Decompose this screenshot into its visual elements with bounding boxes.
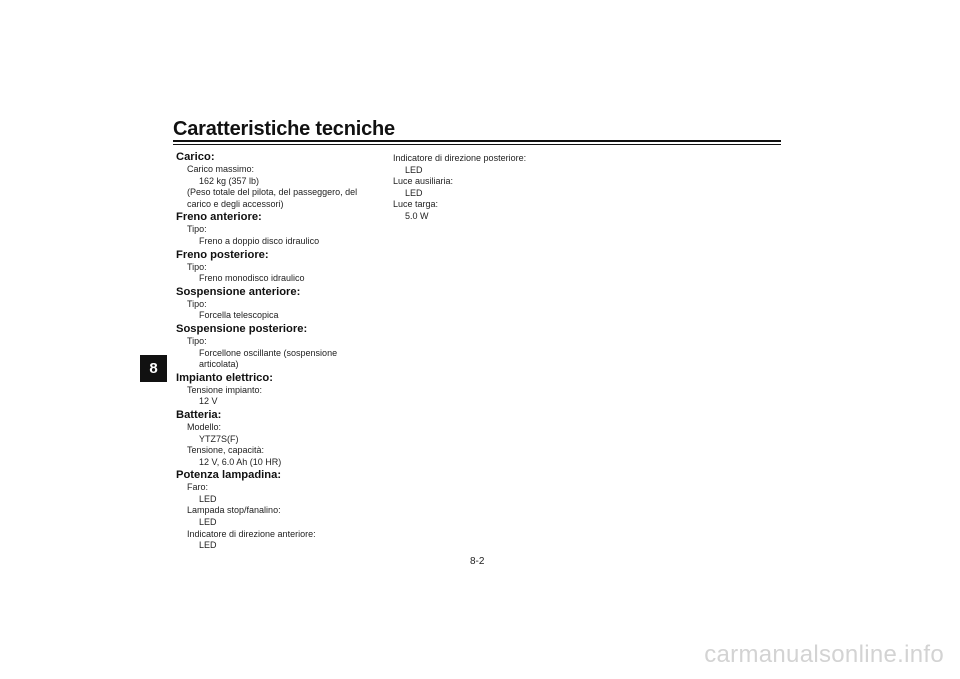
spec-label: Tipo: [187,335,207,346]
spec-note: (Peso totale del pilota, del passeggero, del carico e degli accessori) [187,187,358,209]
spec-value: articolata) [199,359,239,370]
section-heading-impianto-elettrico: Impianto elettrico: [176,371,273,384]
watermark: carmanualsonline.info [704,641,944,668]
spec-value: 162 kg (357 lb) [199,175,260,186]
section-heading-sospensione-posteriore: Sospensione posteriore: [176,322,308,335]
section-heading-sospensione-anteriore: Sospensione anteriore: [176,285,301,298]
spec-label: Tipo: [187,298,207,309]
spec-value: 12 V [199,396,218,407]
spec-label: Tipo: [187,261,207,272]
spec-value: LED [405,187,423,198]
spec-label: Tensione impianto: [187,384,263,395]
section-heading-freno-posteriore: Freno posteriore: [176,248,269,261]
spec-value: 12 V, 6.0 Ah (10 HR) [199,456,282,467]
spec-value: Freno monodisco idraulico [199,273,305,284]
page-title: Caratteristiche tecniche [173,118,395,140]
spec-label: Modello: [187,421,222,432]
page-number: 8-2 [470,556,485,567]
section-heading-freno-anteriore: Freno anteriore: [176,211,262,224]
spec-value: LED [199,540,217,551]
header-rule-thick [173,140,781,142]
spec-label: Tipo: [187,224,207,235]
spec-value: Forcella telescopica [199,310,279,321]
spec-value: 5.0 W [405,210,429,221]
spec-value: Freno a doppio disco idraulico [199,235,320,246]
section-heading-potenza-lampadina: Potenza lampadina: [176,469,282,482]
spec-label: Carico massimo: [187,164,255,174]
spec-label: Indicatore di direzione anteriore: [187,528,316,539]
spec-value: LED [199,517,217,528]
spec-label: Luce ausiliaria: [393,176,454,187]
spec-value: Forcellone oscillante (sospensione [199,347,338,358]
left-column [176,150,376,552]
chapter-tab: 8 [140,355,167,382]
spec-label: Lampada stop/fanalino: [187,505,281,516]
spec-label: Tensione, capacità: [187,445,265,456]
spec-label: Faro: [187,482,209,493]
section-heading-carico: Carico: [176,151,215,163]
spec-value: LED [199,493,217,504]
spec-label: Luce targa: [393,199,439,210]
section-heading-batteria: Batteria: [176,408,222,421]
spec-label: Indicatore di direzione posteriore: [393,153,527,163]
spec-value: LED [405,164,423,175]
right-column [393,153,593,223]
spec-value: YTZ7S(F) [199,433,239,444]
header-rule-thin [173,144,781,145]
